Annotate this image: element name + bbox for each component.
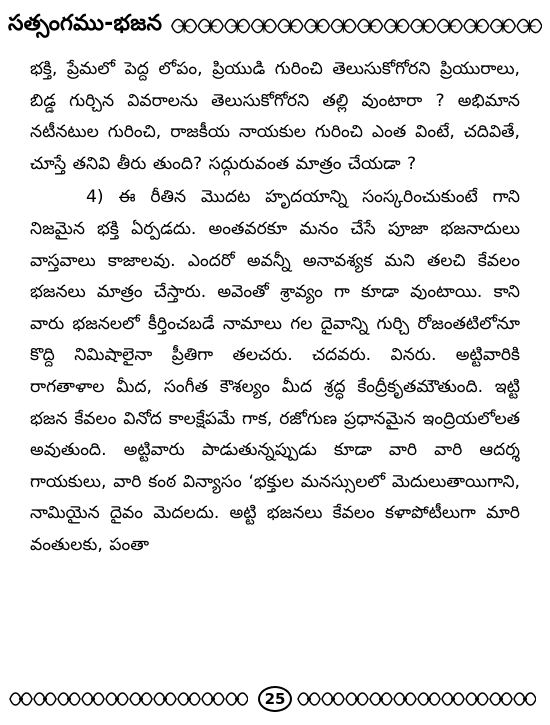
running-header-title: సత్సంగము-భజన bbox=[8, 11, 163, 36]
floral-chain-border-icon bbox=[170, 13, 542, 39]
page-footer bbox=[8, 682, 542, 716]
page-number: 25 bbox=[258, 686, 292, 712]
page-header bbox=[8, 6, 542, 46]
page-body bbox=[30, 54, 520, 654]
footer-ornament-right-icon bbox=[296, 688, 542, 710]
paragraph-1: భక్తి, ప్రేమలో పెద్ద లోపం, ప్రియుడి గురించి తెలుసుకోగోరని ప్రియురాలు, బిడ్డ గుర్చిన వివరాలను తెలుసుకోగోరని తల్లి వుంటారా ? అభిమాన నటీనటుల గురించి, రాజకీయ నాయకుల గురించి ఎంత వింటే, చదివితే, చూస్తే తనివి తీరు తుంది? సద్గురువంత మాత్రం చేయడా ? bbox=[30, 59, 520, 174]
paragraph-2: 4) ఈ రీతిన మొదట హృదయాన్ని సంస్కరించుకుంటే గాని నిజమైన భక్తి ఏర్పడదు. అంతవరకూ మనం చేసే పూజా భజనాదులు వాస్తవాలు కాజాలవు. ఎందరో అవన్నీ అనావశ్యక మని తలచి కేవలం భజనలు మాత్రం చేస్తారు. అవెంతో శ్రావ్యం గా కూడా వుంటాయి. కాని వారు భజనలలో కీర్తించబడే నామాలు గల దైవాన్ని గుర్చి రోజంతటిలోనూ కొద్ది నిమిషాలైనా ప్రీతిగా తలచరు. చదవరు. వినరు. అట్టివారికి రాగతాళాల మీద, సంగీత కౌశల్యం మీద శ్రద్ధ కేంద్రీకృతమౌతుంది. ఇట్టి భజన కేవలం వినోద కాలక్షేపమే గాక, రజోగుణ ప్రధానమైన ఇంద్రియలోలత అవుతుంది. అట్టివారు పాడుతున్నప్పుడు కూడా వారి వారి ఆదర్శ గాయకులు, వారి కంఠ విన్యాసం ‘భక్తుల మనస్సులలో మెదులుతాయిగాని, నామియైన దైవం మెదలదు. అట్టి భజనలు కేవలం కళాపోటీలుగా మారి వంతులకు, పంతా bbox=[30, 187, 520, 555]
floral-chain-border-icon bbox=[8, 688, 248, 710]
header-ornament-border-icon bbox=[170, 13, 542, 39]
floral-chain-border-icon bbox=[296, 688, 536, 710]
footer-ornament-left-icon bbox=[8, 688, 254, 710]
